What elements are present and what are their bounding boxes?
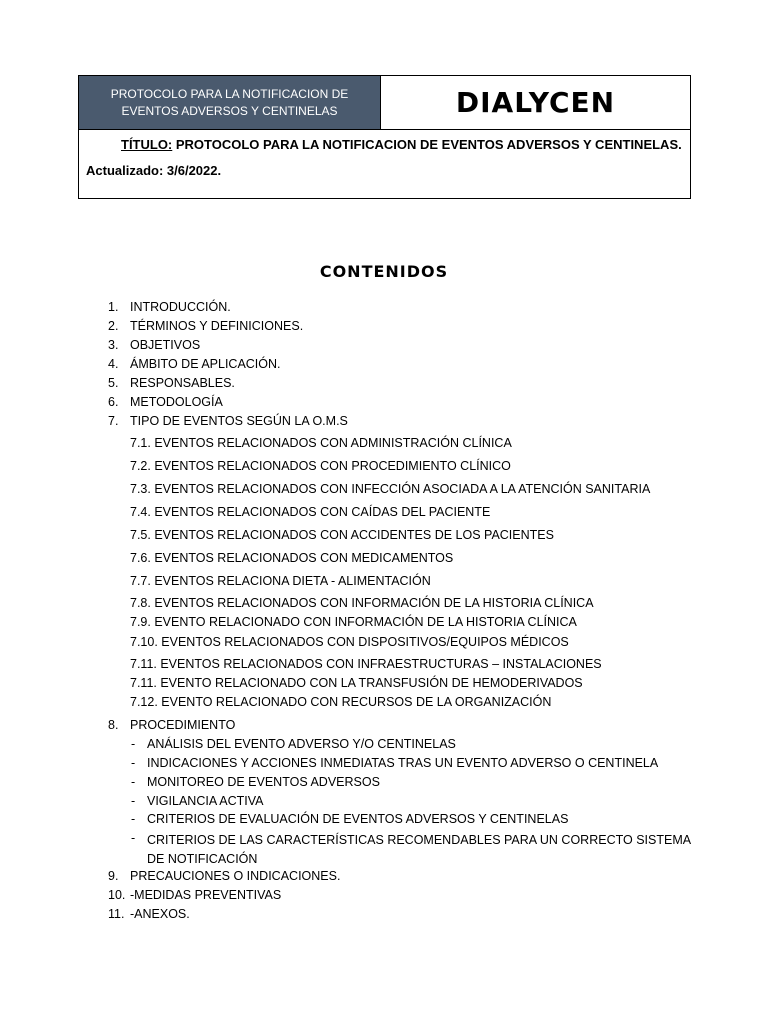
- dash-bullet: -: [131, 775, 136, 789]
- toc-bullet-label: CRITERIOS DE LAS CARACTERÍSTICAS RECOMENDABLES PARA UN CORRECTO SISTEMA DE NOTIFICACIÓN: [147, 833, 691, 866]
- toc-subitem-label: 7.7. EVENTOS RELACIONA DIETA - ALIMENTACIÓN: [130, 574, 431, 588]
- updated-date: Actualizado: 3/6/2022.: [86, 163, 222, 178]
- toc-item-label: TIPO DE EVENTOS SEGÚN LA O.M.S: [130, 414, 348, 428]
- toc-item-label: METODOLOGÍA: [130, 395, 223, 409]
- document-header: [78, 75, 691, 199]
- toc-bullet-label: CRITERIOS DE EVALUACIÓN DE EVENTOS ADVERSOS Y CENTINELAS: [147, 812, 569, 826]
- toc-subitem-label: 7.2. EVENTOS RELACIONADOS CON PROCEDIMIENTO CLÍNICO: [130, 459, 511, 473]
- dash-bullet: -: [131, 831, 136, 845]
- toc-item-label: INTRODUCCIÓN.: [130, 300, 231, 314]
- toc-subitem-label: 7.6. EVENTOS RELACIONADOS CON MEDICAMENTOS: [130, 551, 454, 565]
- toc-subitem-label: 7.3. EVENTOS RELACIONADOS CON INFECCIÓN ASOCIADA A LA ATENCIÓN SANITARIA: [130, 482, 651, 496]
- toc-subitem-label: 7.5. EVENTOS RELACIONADOS CON ACCIDENTES DE LOS PACIENTES: [130, 528, 554, 542]
- toc-item-label: TÉRMINOS Y DEFINICIONES.: [130, 319, 304, 333]
- toc-item-label: -MEDIDAS PREVENTIVAS: [130, 888, 282, 902]
- toc-item-label: -ANEXOS.: [130, 907, 190, 921]
- dash-bullet: -: [131, 794, 136, 808]
- brand-name: DIALYCEN: [455, 86, 616, 119]
- toc-bullet-label: INDICACIONES Y ACCIONES INMEDIATAS TRAS UN EVENTO ADVERSO O CENTINELA: [147, 756, 659, 770]
- toc-item-label: ÁMBITO DE APLICACIÓN.: [130, 357, 281, 371]
- toc-item-number: 1.: [108, 300, 119, 314]
- toc-subitem-label: 7.4. EVENTOS RELACIONADOS CON CAÍDAS DEL PACIENTE: [130, 505, 491, 519]
- toc-item-number: 7.: [108, 414, 119, 428]
- brand-cell: [381, 76, 690, 130]
- toc-subitem-label: 7.8. EVENTOS RELACIONADOS CON INFORMACIÓN DE LA HISTORIA CLÍNICA: [130, 596, 594, 610]
- document-title: [121, 137, 682, 152]
- toc-subitem-label: 7.10. EVENTOS RELACIONADOS CON DISPOSITIVOS/EQUIPOS MÉDICOS: [130, 635, 569, 649]
- toc-item-number: 3.: [108, 338, 119, 352]
- toc-item-label: PRECAUCIONES O INDICACIONES.: [130, 869, 341, 883]
- toc-item-number: 11.: [108, 907, 125, 921]
- toc-subitem-label: 7.9. EVENTO RELACIONADO CON INFORMACIÓN DE LA HISTORIA CLÍNICA: [130, 615, 577, 629]
- toc-item-number: 5.: [108, 376, 119, 390]
- toc-subitem-label: 7.12. EVENTO RELACIONADO CON RECURSOS DE LA ORGANIZACIÓN: [130, 695, 552, 709]
- dash-bullet: -: [131, 737, 136, 751]
- title-text: PROTOCOLO PARA LA NOTIFICACION DE EVENTOS ADVERSOS Y CENTINELAS.: [172, 137, 682, 152]
- toc-item-label: PROCEDIMIENTO: [130, 718, 236, 732]
- toc-bullet-label: ANÁLISIS DEL EVENTO ADVERSO Y/O CENTINELAS: [147, 737, 456, 751]
- toc-subitem-label: 7.11. EVENTO RELACIONADO CON LA TRANSFUSIÓN DE HEMODERIVADOS: [130, 676, 583, 690]
- toc-item-label: RESPONSABLES.: [130, 376, 235, 390]
- toc-item-number: 8.: [108, 718, 119, 732]
- toc-item-number: 9.: [108, 869, 119, 883]
- toc-subitem-label: 7.11. EVENTOS RELACIONADOS CON INFRAESTRUCTURAS – INSTALACIONES: [130, 657, 602, 671]
- dash-bullet: -: [131, 812, 136, 826]
- toc-item-number: 6.: [108, 395, 119, 409]
- toc-bullet-label: MONITOREO DE EVENTOS ADVERSOS: [147, 775, 380, 789]
- dash-bullet: -: [131, 756, 136, 770]
- title-label: TÍTULO:: [121, 137, 173, 152]
- toc-item-number: 4.: [108, 357, 119, 371]
- toc-item-number: 10.: [108, 888, 126, 902]
- toc-subitem-label: 7.1. EVENTOS RELACIONADOS CON ADMINISTRACIÓN CLÍNICA: [130, 436, 512, 450]
- protocol-banner: PROTOCOLO PARA LA NOTIFICACION DE EVENTOS ADVERSOS Y CENTINELAS: [79, 76, 381, 130]
- toc-bullet-label: VIGILANCIA ACTIVA: [147, 794, 264, 808]
- toc-item-label: OBJETIVOS: [130, 338, 201, 352]
- contents-heading: CONTENIDOS: [319, 262, 449, 281]
- toc-item-number: 2.: [108, 319, 119, 333]
